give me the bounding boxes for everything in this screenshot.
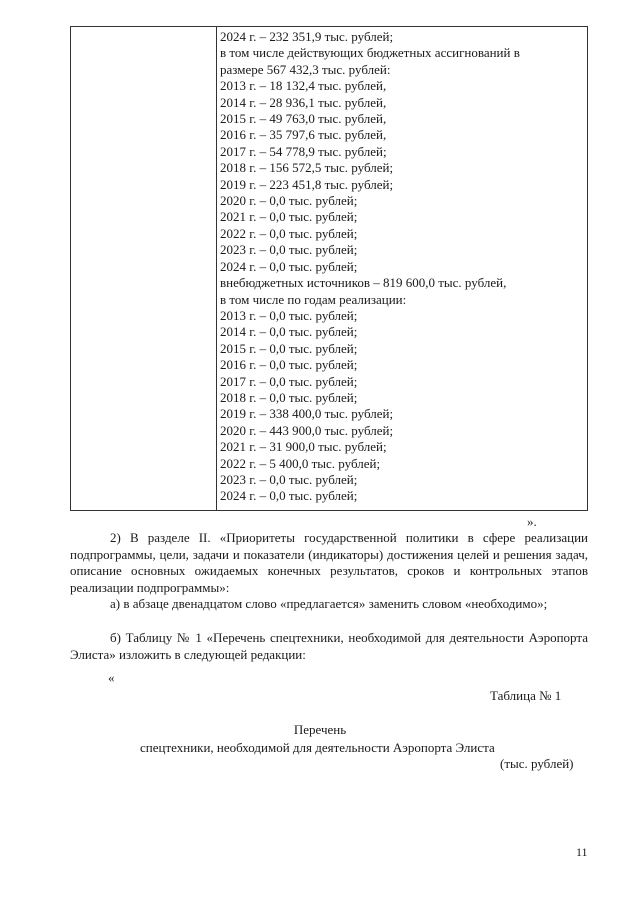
funding-line: 2020 г. – 443 900,0 тыс. рублей; bbox=[220, 422, 394, 438]
funding-line: 2023 г. – 0,0 тыс. рублей; bbox=[220, 471, 358, 487]
funding-line: 2022 г. – 5 400,0 тыс. рублей; bbox=[220, 455, 381, 471]
table-title-line-1: Перечень bbox=[293, 722, 347, 737]
table-label: Таблица № 1 bbox=[490, 688, 562, 703]
funding-line: 2024 г. – 0,0 тыс. рублей; bbox=[220, 488, 358, 504]
funding-line: внебюджетных источников – 819 600,0 тыс. рублей, bbox=[220, 275, 507, 291]
funding-line: 2019 г. – 338 400,0 тыс. рублей; bbox=[220, 406, 394, 422]
amendment-paragraph-b: б) Таблицу № 1 «Перечень спецтехники, необходимой для деятельности Аэропорта Элиста» изложить в следующей редакции: bbox=[70, 630, 588, 662]
funding-line: в том числе по годам реализации: bbox=[220, 291, 407, 307]
funding-line: 2017 г. – 54 778,9 тыс. рублей; bbox=[220, 143, 387, 159]
funding-line: 2015 г. – 49 763,0 тыс. рублей, bbox=[220, 111, 387, 127]
funding-line: 2022 г. – 0,0 тыс. рублей; bbox=[220, 225, 358, 241]
funding-line: 2018 г. – 156 572,5 тыс. рублей; bbox=[220, 160, 394, 176]
funding-line: размере 567 432,3 тыс. рублей: bbox=[220, 61, 391, 77]
funding-line: 2013 г. – 18 132,4 тыс. рублей, bbox=[220, 78, 387, 94]
funding-line: 2014 г. – 28 936,1 тыс. рублей, bbox=[220, 94, 387, 110]
funding-details-cell bbox=[220, 29, 583, 505]
funding-table-continuation bbox=[70, 26, 588, 511]
page-number: 11 bbox=[576, 845, 588, 859]
funding-line: 2018 г. – 0,0 тыс. рублей; bbox=[220, 389, 358, 405]
funding-line: 2016 г. – 35 797,6 тыс. рублей, bbox=[220, 127, 387, 143]
funding-line: 2021 г. – 0,0 тыс. рублей; bbox=[220, 209, 358, 225]
funding-line: 2024 г. – 0,0 тыс. рублей; bbox=[220, 258, 358, 274]
table-column-divider bbox=[216, 27, 217, 510]
funding-line: 2016 г. – 0,0 тыс. рублей; bbox=[220, 357, 358, 373]
funding-line: 2024 г. – 232 351,9 тыс. рублей; bbox=[220, 29, 394, 44]
table-title-line-2: спецтехники, необходимой для деятельности Аэропорта Элиста bbox=[140, 740, 495, 755]
funding-line: в том числе действующих бюджетных ассигнований в bbox=[220, 45, 520, 61]
funding-line: 2020 г. – 0,0 тыс. рублей; bbox=[220, 193, 358, 209]
table-units: (тыс. рублей) bbox=[500, 756, 574, 771]
funding-line: 2021 г. – 31 900,0 тыс. рублей; bbox=[220, 439, 387, 455]
funding-line: 2015 г. – 0,0 тыс. рублей; bbox=[220, 340, 358, 356]
funding-line: 2019 г. – 223 451,8 тыс. рублей; bbox=[220, 176, 394, 192]
funding-line: 2013 г. – 0,0 тыс. рублей; bbox=[220, 307, 358, 323]
funding-line: 2014 г. – 0,0 тыс. рублей; bbox=[220, 324, 358, 340]
closing-quote: ». bbox=[527, 514, 537, 529]
funding-line: 2017 г. – 0,0 тыс. рублей; bbox=[220, 373, 358, 389]
funding-line: 2023 г. – 0,0 тыс. рублей; bbox=[220, 242, 358, 258]
amendment-paragraph-a: а) в абзаце двенадцатом слово «предлагается» заменить словом «необходимо»; bbox=[110, 596, 548, 611]
amendment-paragraph-2: 2) В разделе II. «Приоритеты государственной политики в сфере реализации подпрограммы, цели, задачи и показатели (индикаторы) достижения целей и решения задач, описание основных ожидаемых конечных результатов, сроков и контрольных этапов реализации подпрограммы»: bbox=[70, 530, 588, 595]
opening-quote: « bbox=[108, 670, 115, 685]
